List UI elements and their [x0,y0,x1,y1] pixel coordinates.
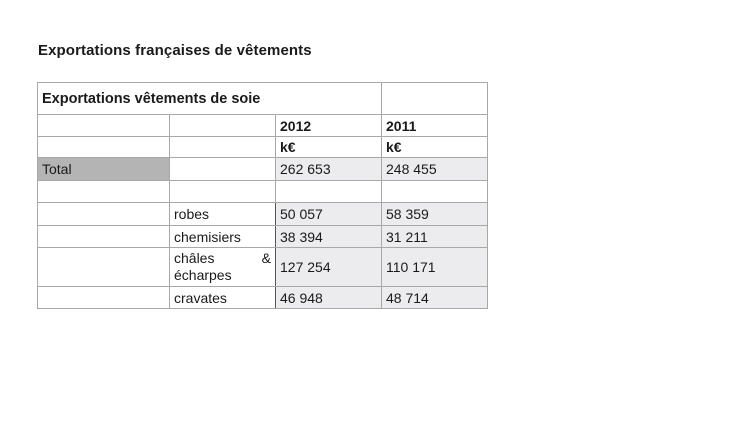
label-ampersand: & [261,250,271,266]
row-label-robes: robes [170,203,276,226]
silk-exports-table [37,82,488,309]
label-word-chales: châles [174,250,215,266]
chales-2012: 127 254 [276,248,382,287]
table-heading: Exportations vêtements de soie [38,83,382,115]
unit-row [38,137,488,158]
cravates-2011: 48 714 [382,287,488,309]
unit-2011: k€ [382,137,488,158]
table-row [38,226,488,248]
total-row [38,158,488,181]
empty-cell [382,83,488,115]
cravates-2012: 46 948 [276,287,382,309]
empty-cell [38,137,170,158]
table-row [38,287,488,309]
label-word-echarpes: écharpes [174,267,232,283]
total-2011: 248 455 [382,158,488,181]
page-title: Exportations françaises de vêtements [38,42,312,59]
year-2011-header: 2011 [382,115,488,137]
empty-cell [170,158,276,181]
total-label: Total [38,158,170,181]
year-2012-header: 2012 [276,115,382,137]
unit-2012: k€ [276,137,382,158]
empty-cell [38,115,170,137]
empty-cell [276,181,382,203]
chales-2011: 110 171 [382,248,488,287]
empty-cell [170,181,276,203]
robes-2012: 50 057 [276,203,382,226]
chemisiers-2011: 31 211 [382,226,488,248]
chemisiers-2012: 38 394 [276,226,382,248]
empty-cell [170,137,276,158]
table-row [38,203,488,226]
total-2012: 262 653 [276,158,382,181]
empty-cell [38,248,170,287]
table-heading-row [38,83,488,115]
table-row [38,248,488,287]
empty-cell [382,181,488,203]
row-label-chales-echarpes [170,248,276,287]
empty-cell [38,226,170,248]
row-label-chemisiers: chemisiers [170,226,276,248]
empty-cell [38,203,170,226]
spacer-row [38,181,488,203]
empty-cell [170,115,276,137]
robes-2011: 58 359 [382,203,488,226]
row-label-cravates: cravates [170,287,276,309]
empty-cell [38,287,170,309]
empty-cell [38,181,170,203]
year-row [38,115,488,137]
